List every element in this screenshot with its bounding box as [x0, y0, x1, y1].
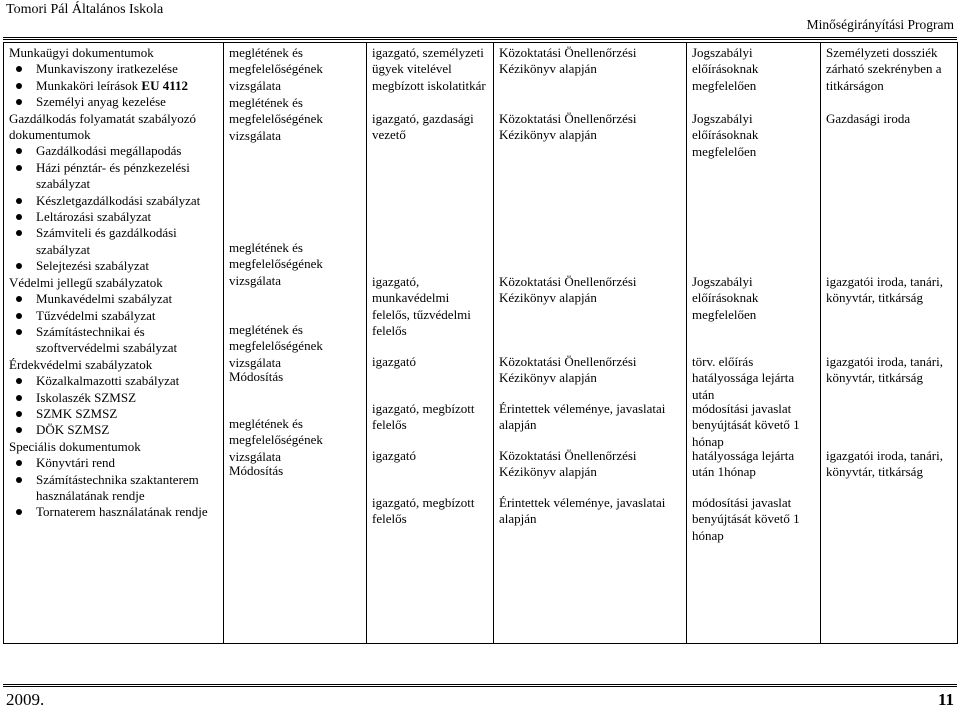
task-6: meglétének és megfelelőségének vizsgálata [229, 416, 323, 464]
footer-rule [3, 684, 957, 685]
document-category-heading: Munkaügyi dokumentumok [9, 45, 154, 60]
deadline-5: módosítási javaslat benyújtását követő 1 hónap [692, 401, 800, 449]
document-category-heading: Speciális dokumentumok [9, 438, 141, 454]
task-3: meglétének és megfelelőségének vizsgálata [229, 240, 323, 288]
method-3: Közoktatási Önellenőrzési Kézikönyv alapján [499, 274, 637, 306]
document-list-item: Selejtezési szabályzat [9, 258, 219, 274]
task-1: meglétének és megfelelőségének vizsgálata [229, 45, 323, 93]
document-list [9, 45, 219, 521]
method-7: Érintettek véleménye, javaslatai alapján [499, 495, 666, 527]
document-list-item: Munkavédelmi szabályzat [9, 291, 219, 307]
responsible-5: igazgató, megbízott felelős [372, 401, 475, 433]
method-2: Közoktatási Önellenőrzési Kézikönyv alapján [499, 111, 637, 143]
document-list-item: Számítástechnika szaktanterem használatának rendje [9, 472, 219, 505]
deadline-2: Jogszabályi előírásoknak megfelelően [692, 111, 759, 159]
document-list-item: Házi pénztár- és pénzkezelési szabályzat [9, 160, 219, 193]
task-7: Módosítás [229, 463, 284, 478]
deadline-6: hatályossága lejárta után 1hónap [692, 448, 795, 480]
document-category-heading: Védelmi jellegű szabályzatok [9, 274, 163, 290]
responsible-6: igazgató [372, 448, 417, 463]
responsible-1: igazgató, személyzeti ügyek vitelével megbízott iskolatitkár [372, 45, 486, 93]
task-cell [224, 43, 367, 644]
header-rule-thin [3, 39, 957, 40]
document-list-item: Készletgazdálkodási szabályzat [9, 193, 219, 209]
document-list-item: Személyi anyag kezelése [9, 94, 219, 110]
document-list-item: Tornaterem használatának rendje [9, 504, 219, 520]
task-4: meglétének és megfelelőségének vizsgálata [229, 322, 323, 370]
header-rule [3, 37, 957, 38]
document-category-heading: Gazdálkodás folyamatát szabályozó dokumentumok [9, 110, 196, 143]
program-title: Minőségirányítási Program [806, 17, 954, 32]
task-2: meglétének és megfelelőségének vizsgálata [229, 95, 323, 143]
storage-3: igazgatói iroda, tanári, könyvtár, titkárság [826, 274, 943, 306]
page-number: 11 [937, 690, 954, 709]
storage-2: Gazdasági iroda [826, 111, 911, 126]
footer-rule-thin [3, 686, 957, 687]
deadline-7: módosítási javaslat benyújtását követő 1 hónap [692, 495, 800, 543]
method-4: Közoktatási Önellenőrzési Kézikönyv alapján [499, 354, 637, 386]
document-list-item: Iskolaszék SZMSZ [9, 390, 219, 406]
deadline-3: Jogszabályi előírásoknak megfelelően [692, 274, 759, 322]
eu-code: EU 4112 [141, 77, 189, 93]
document-list-item: Munkaköri leírások EU 4112 [9, 78, 219, 94]
task-5: Módosítás [229, 369, 284, 384]
document-list-item: Számítástechnikai és szoftvervédelmi szabályzat [9, 324, 219, 357]
method-6: Közoktatási Önellenőrzési Kézikönyv alapján [499, 448, 637, 480]
table-row [4, 43, 958, 644]
document-list-item: SZMK SZMSZ [9, 406, 219, 422]
deadline-cell [687, 43, 821, 644]
document-list-item: Gazdálkodási megállapodás [9, 143, 219, 159]
footer-year: 2009. [6, 690, 45, 709]
method-cell [494, 43, 687, 644]
method-5: Érintettek véleménye, javaslatai alapján [499, 401, 666, 433]
document-list-item: Tűzvédelmi szabályzat [9, 308, 219, 324]
storage-5: igazgatói iroda, tanári, könyvtár, titkárság [826, 448, 943, 480]
responsible-3: igazgató, munkavédelmi felelős, tűzvédelmi felelős [372, 274, 471, 339]
document-list-item: Számviteli és gazdálkodási szabályzat [9, 225, 219, 258]
storage-4: igazgatói iroda, tanári, könyvtár, titkárság [826, 354, 943, 386]
storage-cell [821, 43, 958, 644]
responsible-7: igazgató, megbízott felelős [372, 495, 475, 527]
responsible-2: igazgató, gazdasági vezető [372, 111, 474, 143]
school-name: Tomori Pál Általános Iskola [6, 2, 164, 17]
deadline-1: Jogszabályi előírásoknak megfelelően [692, 45, 759, 93]
document-list-cell [4, 43, 224, 644]
storage-1: Személyzeti dossziék zárható szekrényben a titkárságon [826, 45, 942, 93]
document-list-item: Leltározási szabályzat [9, 209, 219, 225]
document-list-item: Közalkalmazotti szabályzat [9, 373, 219, 389]
document-list-item: Könyvtári rend [9, 455, 219, 471]
document-list-item: DÖK SZMSZ [9, 422, 219, 438]
responsible-cell [367, 43, 494, 644]
responsible-4: igazgató [372, 354, 417, 369]
deadline-4: törv. előírás hatályossága lejárta után [692, 354, 795, 402]
document-category-heading: Érdekvédelmi szabályzatok [9, 356, 153, 372]
method-1: Közoktatási Önellenőrzési Kézikönyv alapján [499, 45, 637, 77]
document-table [3, 42, 958, 644]
document-list-item: Munkaviszony iratkezelése [9, 61, 219, 77]
